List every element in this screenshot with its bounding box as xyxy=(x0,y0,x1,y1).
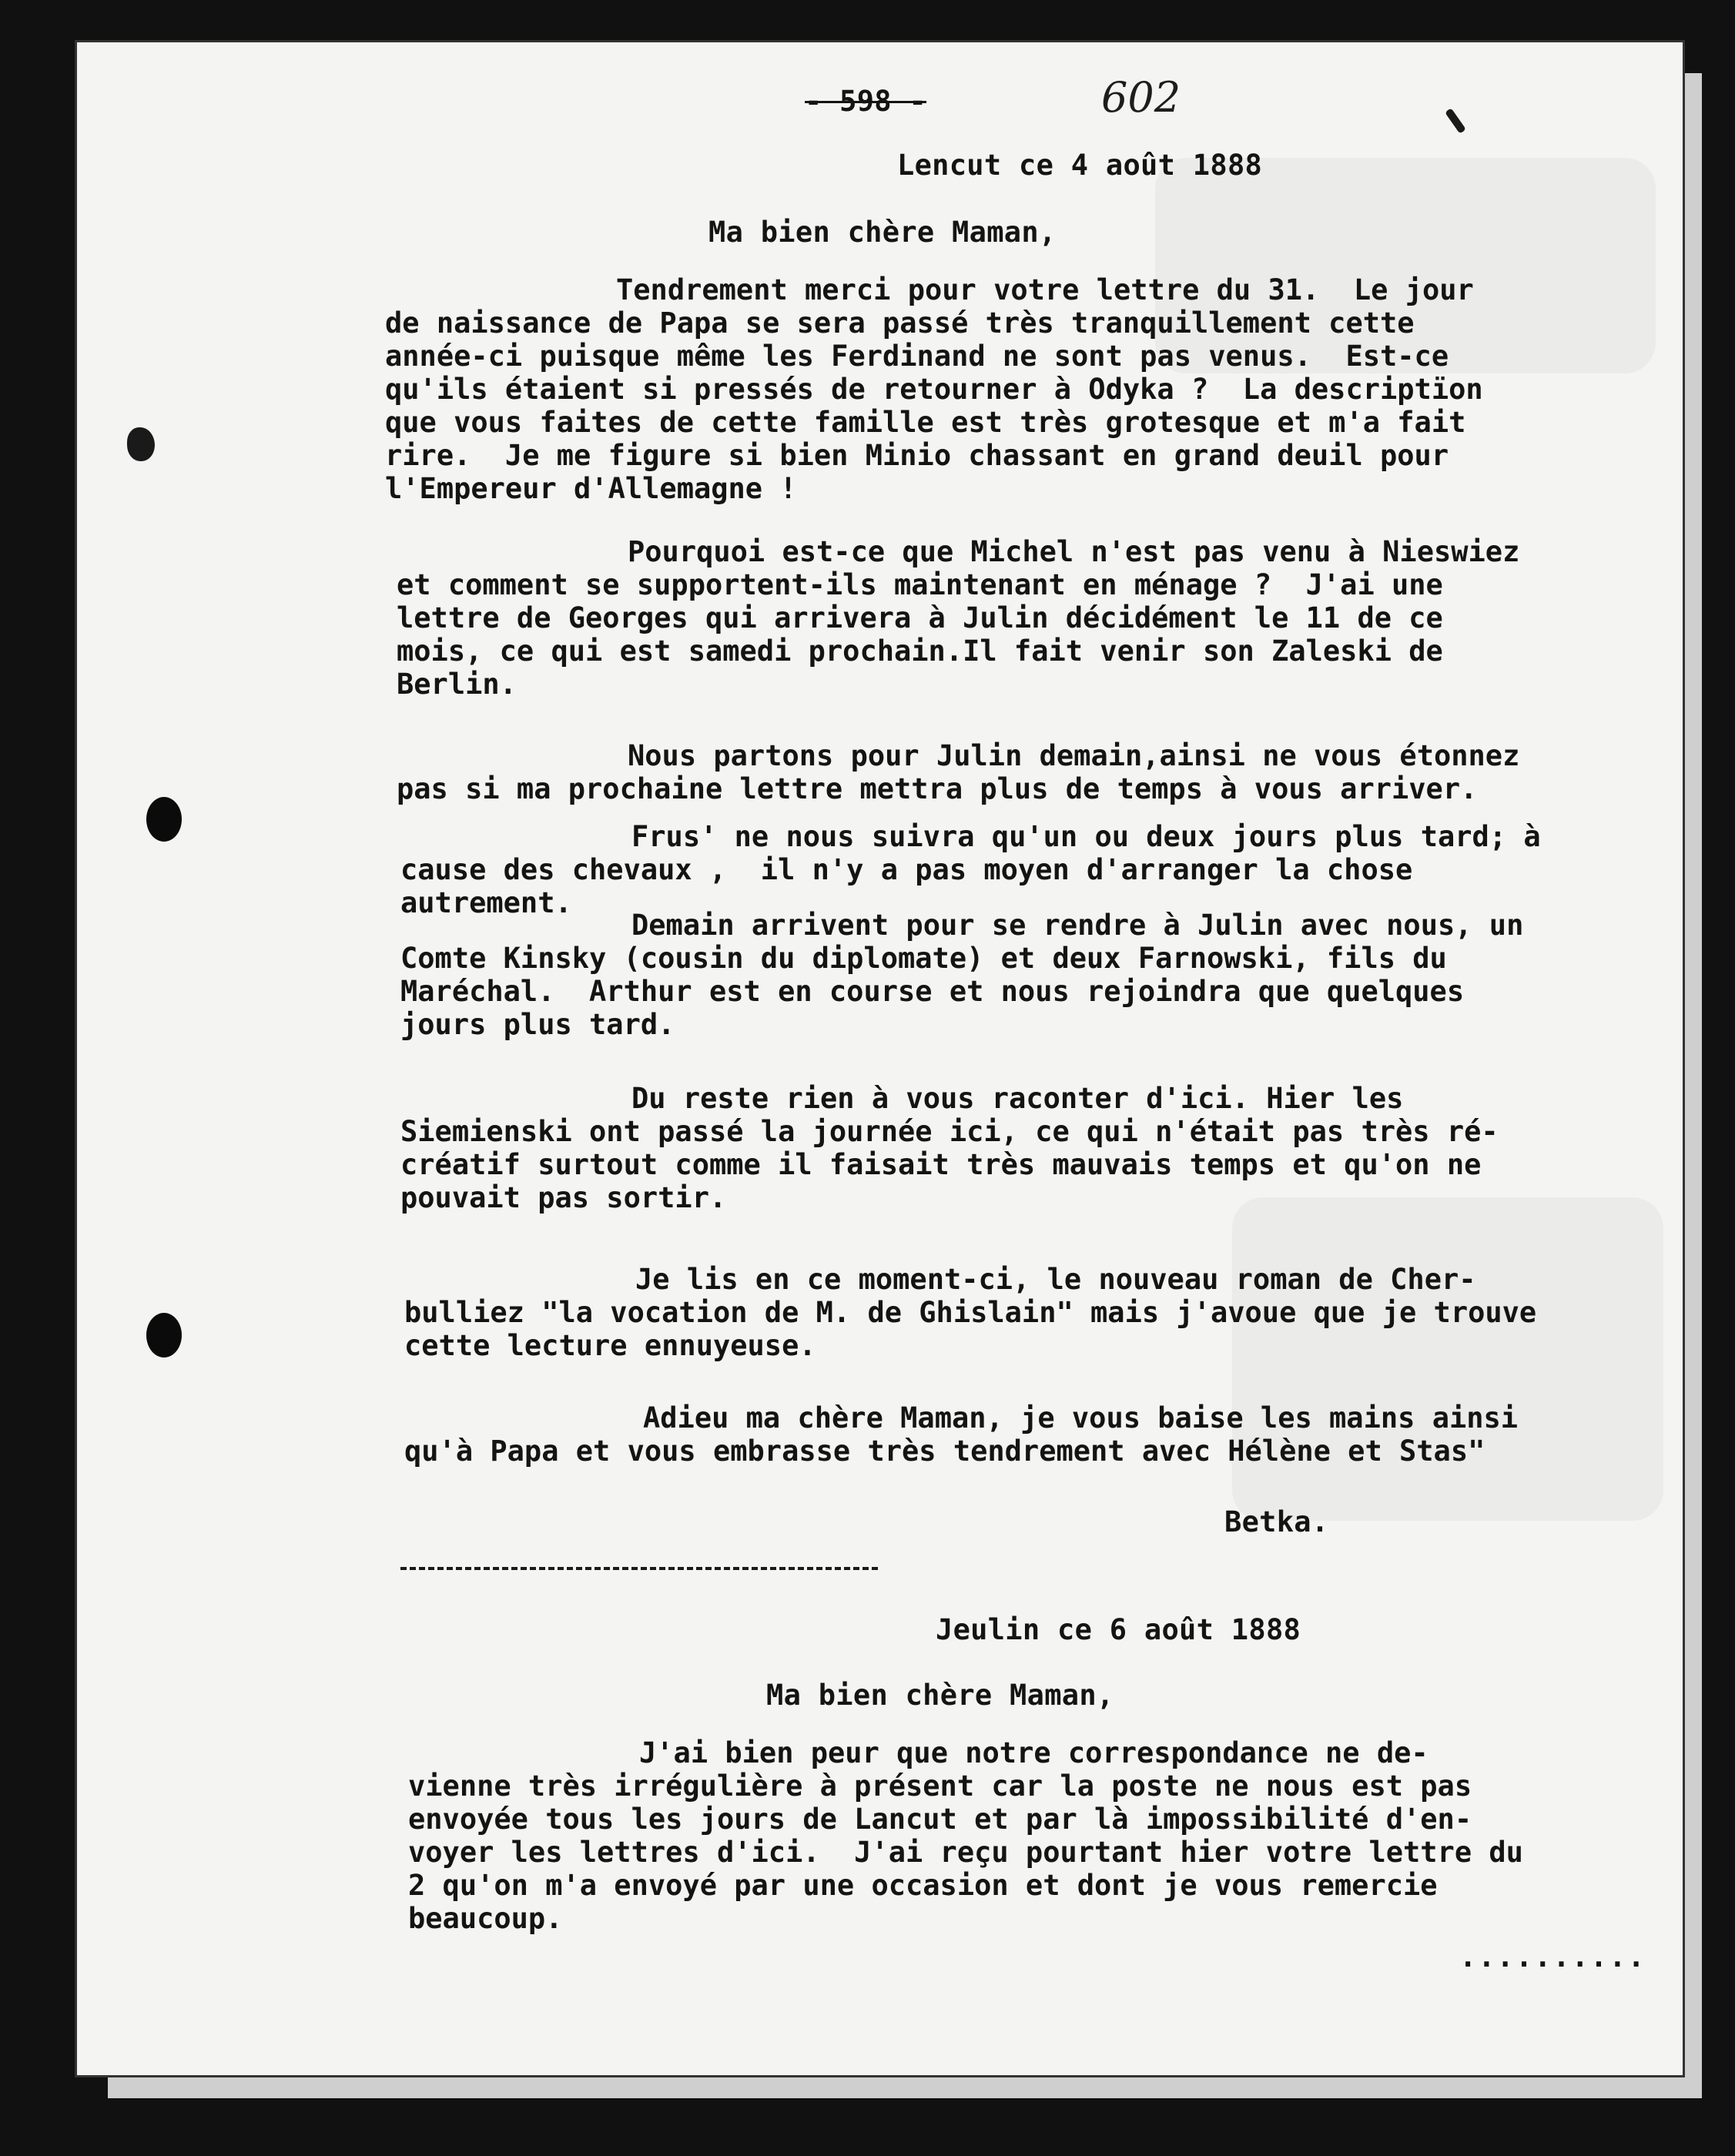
letter1-text-line: autrement. xyxy=(400,886,572,919)
letter2-salutation: Ma bien chère Maman, xyxy=(766,1679,1114,1712)
letter1-text-line: Je lis en ce moment-ci, le nouveau roman de Cher- xyxy=(635,1263,1476,1296)
letter1-text-line: cause des chevaux , il n'y a pas moyen d'arranger la chose xyxy=(400,853,1413,886)
letter1-text-line: rire. Je me figure si bien Minio chassant en grand deuil pour xyxy=(385,439,1449,472)
ink-blot-mark xyxy=(127,427,155,461)
letter1-signature: Betka. xyxy=(1224,1505,1329,1538)
letter2-text-line: 2 qu'on m'a envoyé par une occasion et dont je vous remercie xyxy=(408,1869,1438,1902)
letter2-paragraph xyxy=(408,1736,1523,1935)
letter1-text-line: Maréchal. Arthur est en course et nous rejoindra que quelques xyxy=(400,975,1465,1008)
letter2-text-line: vienne très irrégulière à présent car la poste ne nous est pas xyxy=(408,1769,1472,1803)
letter1-text-line: Nous partons pour Julin demain,ainsi ne vous étonnez xyxy=(628,739,1520,772)
letter1-paragraph xyxy=(400,1082,1499,1214)
letter1-salutation: Ma bien chère Maman, xyxy=(708,216,1057,249)
letter1-paragraph xyxy=(400,909,1523,1041)
letter2-text-line: beaucoup. xyxy=(408,1902,563,1935)
letter1-text-line: pouvait pas sortir. xyxy=(400,1181,727,1214)
letter1-text-line: Demain arrivent pour se rendre à Julin avec nous, un xyxy=(631,909,1524,942)
letter1-text-line: que vous faites de cette famille est très grotesque et m'a fait xyxy=(385,406,1466,439)
letter2-text-line: envoyée tous les jours de Lancut et par là impossibilité d'en- xyxy=(408,1803,1472,1836)
letter1-text-line: Comte Kinsky (cousin du diplomate) et deux Farnowski, fils du xyxy=(400,942,1447,975)
letter1-text-line: pas si ma prochaine lettre mettra plus de temps à vous arriver. xyxy=(397,772,1478,805)
letter2-date-line: Jeulin ce 6 août 1888 xyxy=(936,1613,1301,1646)
letter1-paragraph xyxy=(400,820,1541,919)
letter1-text-line: Adieu ma chère Maman, je vous baise les mains ainsi xyxy=(643,1401,1519,1435)
letter1-text-line: Frus' ne nous suivra qu'un ou deux jours plus tard; à xyxy=(631,820,1541,853)
letter1-text-line: de naissance de Papa se sera passé très tranquillement cette xyxy=(385,306,1415,340)
letter1-text-line: Siemienski ont passé la journée ici, ce qui n'était pas très ré- xyxy=(400,1115,1499,1148)
letter1-paragraph xyxy=(404,1401,1518,1468)
letter1-text-line: l'Empereur d'Allemagne ! xyxy=(385,472,797,505)
binder-punch-hole xyxy=(146,1313,182,1358)
pencil-tick-mark xyxy=(1445,108,1466,134)
letter2-text-line: J'ai bien peur que notre correspondance ne de- xyxy=(639,1736,1429,1769)
letter1-text-line: année-ci puisque même les Ferdinand ne sont pas venus. Est-ce xyxy=(385,340,1449,373)
letter1-text-line: lettre de Georges qui arrivera à Julin décidément le 11 de ce xyxy=(397,601,1443,634)
document-page xyxy=(77,42,1683,2075)
binder-punch-hole xyxy=(146,797,182,842)
letter1-text-line: créatif surtout comme il faisait très mauvais temps et qu'on ne xyxy=(400,1148,1482,1181)
letter1-paragraph xyxy=(404,1263,1536,1362)
letter1-paragraph xyxy=(397,535,1519,701)
letter2-text-line: voyer les lettres d'ici. J'ai reçu pourtant hier votre lettre du xyxy=(408,1836,1523,1869)
continuation-ellipsis: .......... xyxy=(1459,1940,1646,1974)
letter1-text-line: cette lecture ennuyeuse. xyxy=(404,1329,816,1362)
letter1-paragraph xyxy=(385,273,1483,505)
letter1-text-line: Du reste rien à vous raconter d'ici. Hier les xyxy=(631,1082,1404,1115)
letter1-text-line: Berlin. xyxy=(397,668,517,701)
letter1-text-line: jours plus tard. xyxy=(400,1008,675,1041)
page-number-typed: - 598 - xyxy=(805,85,927,118)
letter1-text-line: Tendrement merci pour votre lettre du 31. Le jour xyxy=(616,273,1474,306)
letter-divider-line xyxy=(400,1567,878,1570)
letter1-text-line: bulliez "la vocation de M. de Ghislain" mais j'avoue que je trouve xyxy=(404,1296,1537,1329)
letter1-date-line: Lencut ce 4 août 1888 xyxy=(897,149,1263,182)
letter1-text-line: et comment se supportent-ils maintenant en ménage ? J'ai une xyxy=(397,568,1443,601)
letter1-text-line: qu'ils étaient si pressés de retourner à Odyka ? La descriptïon xyxy=(385,373,1483,406)
letter1-text-line: qu'à Papa et vous embrasse très tendrement avec Hélène et Stas" xyxy=(404,1435,1485,1468)
page-number-handwritten: 602 xyxy=(1101,73,1181,122)
letter1-text-line: Pourquoi est-ce que Michel n'est pas venu à Nieswiez xyxy=(628,535,1520,568)
letter1-text-line: mois, ce qui est samedi prochain.Il fait venir son Zaleski de xyxy=(397,634,1443,668)
letter1-paragraph xyxy=(397,739,1519,805)
